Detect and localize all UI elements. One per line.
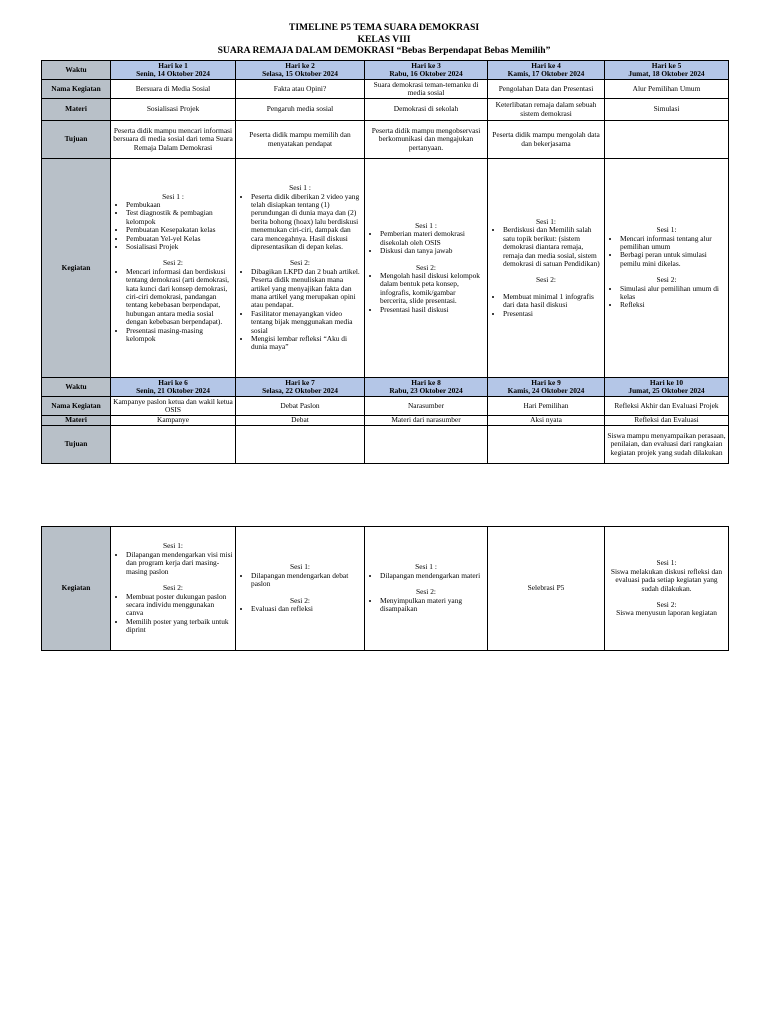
materi-cell: Demokrasi di sekolah [365,99,488,121]
tujuan-cell [111,426,236,464]
timeline-table-continued [41,526,729,651]
tujuan-label: Tujuan [42,426,111,464]
waktu-label: Waktu [42,61,111,80]
nama-kegiatan-row [42,397,729,416]
nama-kegiatan-label: Nama Kegiatan [42,397,111,416]
tujuan-label: Tujuan [42,121,111,159]
kegiatan-row [42,527,729,651]
materi-cell: Aksi nyata [488,416,605,426]
tujuan-row [42,121,729,159]
day-6-header: Hari ke 6 Senin, 21 Oktober 2024 [111,378,236,397]
timeline-table [41,60,729,464]
kegiatan-cell-day-1: Sesi 1 : • Pembukaan • Test diagnostik & pembagian kelompok • Pembuatan Kesepakatan kelas • Pembuatan Yel-yel Kelas • Sosialisasi Projek Sesi 2: • Mencari informasi dan berdiskusi tentang demokrasi (arti demokrasi, kata kunci dari konsep demokrasi, ciri-ciri demokrasi, pandangan tentang kebebasan berpendapat, hubungan antara media sosial dengan kebebasan berpendapat). • Presentasi masing-masing kelompok [111,159,236,378]
materi-cell: Debat [236,416,365,426]
nama-cell: Bersuara di Media Sosial [111,80,236,99]
tujuan-cell: Peserta didik mampu mencari informasi bersuara di media sosial dari tema Suara Remaja Dalam Demokrasi [111,121,236,159]
materi-cell: Kampanye [111,416,236,426]
week1-header-row [42,61,729,80]
materi-row [42,99,729,121]
nama-cell: Fakta atau Opini? [236,80,365,99]
nama-kegiatan-label: Nama Kegiatan [42,80,111,99]
waktu-label: Waktu [42,378,111,397]
title-line-2: KELAS VIII [357,33,411,45]
kegiatan-cell-day-3: Sesi 1 : • Pemberian materi demokrasi disekolah oleh OSIS • Diskusi dan tanya jawab Sesi 2: • Mengolah hasil diskusi kelompok dalam bentuk peta konsep, infografis, komik/gambar bercerita, slide presentasi. • Presentasi hasil diskusi [365,159,488,378]
kegiatan-cell-day-10: Sesi 1: Siswa melakukan diskusi refleksi dan evaluasi pada setiap kegiatan yang sudah dilakukan. Sesi 2: Siswa menyusun laporan kegiatan [605,527,729,651]
materi-label: Materi [42,99,111,121]
materi-cell: Refleksi dan Evaluasi [605,416,729,426]
tujuan-cell [488,426,605,464]
nama-cell: Suara demokrasi teman-temanku di media sosial [365,80,488,99]
day-7-header: Hari ke 7 Selasa, 22 Oktober 2024 [236,378,365,397]
materi-cell: Pengaruh media sosial [236,99,365,121]
kegiatan-cell-day-2: Sesi 1 : • Peserta didik diberikan 2 video yang telah disiapkan tentang (1) perundungan di dunia maya dan (2) berita bohong (hoax) lalu berdiskusi menemukan ciri-ciri, dampak dan cara mencegahnya. Hasil diskusi dipresentasikan di depan kelas. Sesi 2: • Dibagikan LKPD dan 2 buah artikel. Peserta didik menuliskan mana artikel yang menyajikan fakta dan mana artikel yang merupakan opini atau pendapat. • Fasilitator menayangkan video tentang bijak menggunakan media sosial • Mengisi lembar refleksi “Aku di dunia maya” [236,159,365,378]
nama-cell: Kampanye paslon ketua dan wakil ketua OSIS [111,397,236,416]
materi-cell: Simulasi [605,99,729,121]
day-3-header: Hari ke 3 Rabu, 16 Oktober 2024 [365,61,488,80]
tujuan-row [42,426,729,464]
nama-cell: Hari Pemilihan [488,397,605,416]
tujuan-cell: Peserta didik mampu mengobservasi berkomunikasi dan mengajukan pertanyaan. [365,121,488,159]
tujuan-cell: Peserta didik mampu mengolah data dan bekerjasama [488,121,605,159]
day-9-header: Hari ke 9 Kamis, 24 Oktober 2024 [488,378,605,397]
materi-cell: Sosialisasi Projek [111,99,236,121]
nama-cell: Alur Pemilihan Umum [605,80,729,99]
kegiatan-row [42,159,729,378]
day-2-header: Hari ke 2 Selasa, 15 Oktober 2024 [236,61,365,80]
kegiatan-cell-day-4: Sesi 1: • Berdiskusi dan Memilih salah satu topik berikut: (sistem demokrasi diantara remaja, remaja dan media sosial, sistem demokrasi di satuan Pendidikan) Sesi 2: • Membuat minimal 1 infografis dari data hasil diskusi • Presentasi [488,159,605,378]
kegiatan-cell-day-8: Sesi 1 : • Dilapangan mendengarkan materi Sesi 2: • Menyimpulkan materi yang disampaikan [365,527,488,651]
tujuan-cell [236,426,365,464]
tujuan-cell [605,121,729,159]
kegiatan-label: Kegiatan [42,159,111,378]
materi-cell: Materi dari narasumber [365,416,488,426]
nama-cell: Debat Paslon [236,397,365,416]
kegiatan-cell-day-7: Sesi 1: • Dilapangan mendengarkan debat paslon Sesi 2: • Evaluasi dan refleksi [236,527,365,651]
materi-cell: Keterlibatan remaja dalam sebuah sistem demokrasi [488,99,605,121]
nama-cell: Refleksi Akhir dan Evaluasi Projek [605,397,729,416]
kegiatan-cell-day-9: Selebrasi P5 [488,527,605,651]
kegiatan-cell-day-5: Sesi 1: • Mencari informasi tentang alur pemilihan umum • Berbagi peran untuk simulasi pemilu mini dikelas. Sesi 2: • Simulasi alur pemilihan umum di kelas • Refleksi [605,159,729,378]
tujuan-cell: Siswa mampu menyampaikan perasaan, penilaian, dan evaluasi dari rangkaian kegiatan projek yang sudah dilakukan [605,426,729,464]
day-1-header: Hari ke 1 Senin, 14 Oktober 2024 [111,61,236,80]
nama-kegiatan-row [42,80,729,99]
day-8-header: Hari ke 8 Rabu, 23 Oktober 2024 [365,378,488,397]
kegiatan-label: Kegiatan [42,527,111,651]
day-5-header: Hari ke 5 Jumat, 18 Oktober 2024 [605,61,729,80]
kegiatan-cell-day-6: Sesi 1: • Dilapangan mendengarkan visi misi dan program kerja dari masing-masing paslon Sesi 2: • Membuat poster dukungan paslon secara individu menggunakan canva • Memilih poster yang terbaik untuk diprint [111,527,236,651]
document-title [0,22,768,57]
nama-cell: Pengolahan Data dan Presentasi [488,80,605,99]
tujuan-cell: Peserta didik mampu memilih dan menyatakan pendapat [236,121,365,159]
day-4-header: Hari ke 4 Kamis, 17 Oktober 2024 [488,61,605,80]
nama-cell: Narasumber [365,397,488,416]
week2-header-row [42,378,729,397]
tujuan-cell [365,426,488,464]
day-10-header: Hari ke 10 Jumat, 25 Oktober 2024 [605,378,729,397]
materi-label: Materi [42,416,111,426]
title-line-1: TIMELINE P5 TEMA SUARA DEMOKRASI [288,22,480,33]
title-line-3: SUARA REMAJA DALAM DEMOKRASI “Bebas Berpendapat Bebas Memilih” [217,45,551,56]
materi-row [42,416,729,426]
